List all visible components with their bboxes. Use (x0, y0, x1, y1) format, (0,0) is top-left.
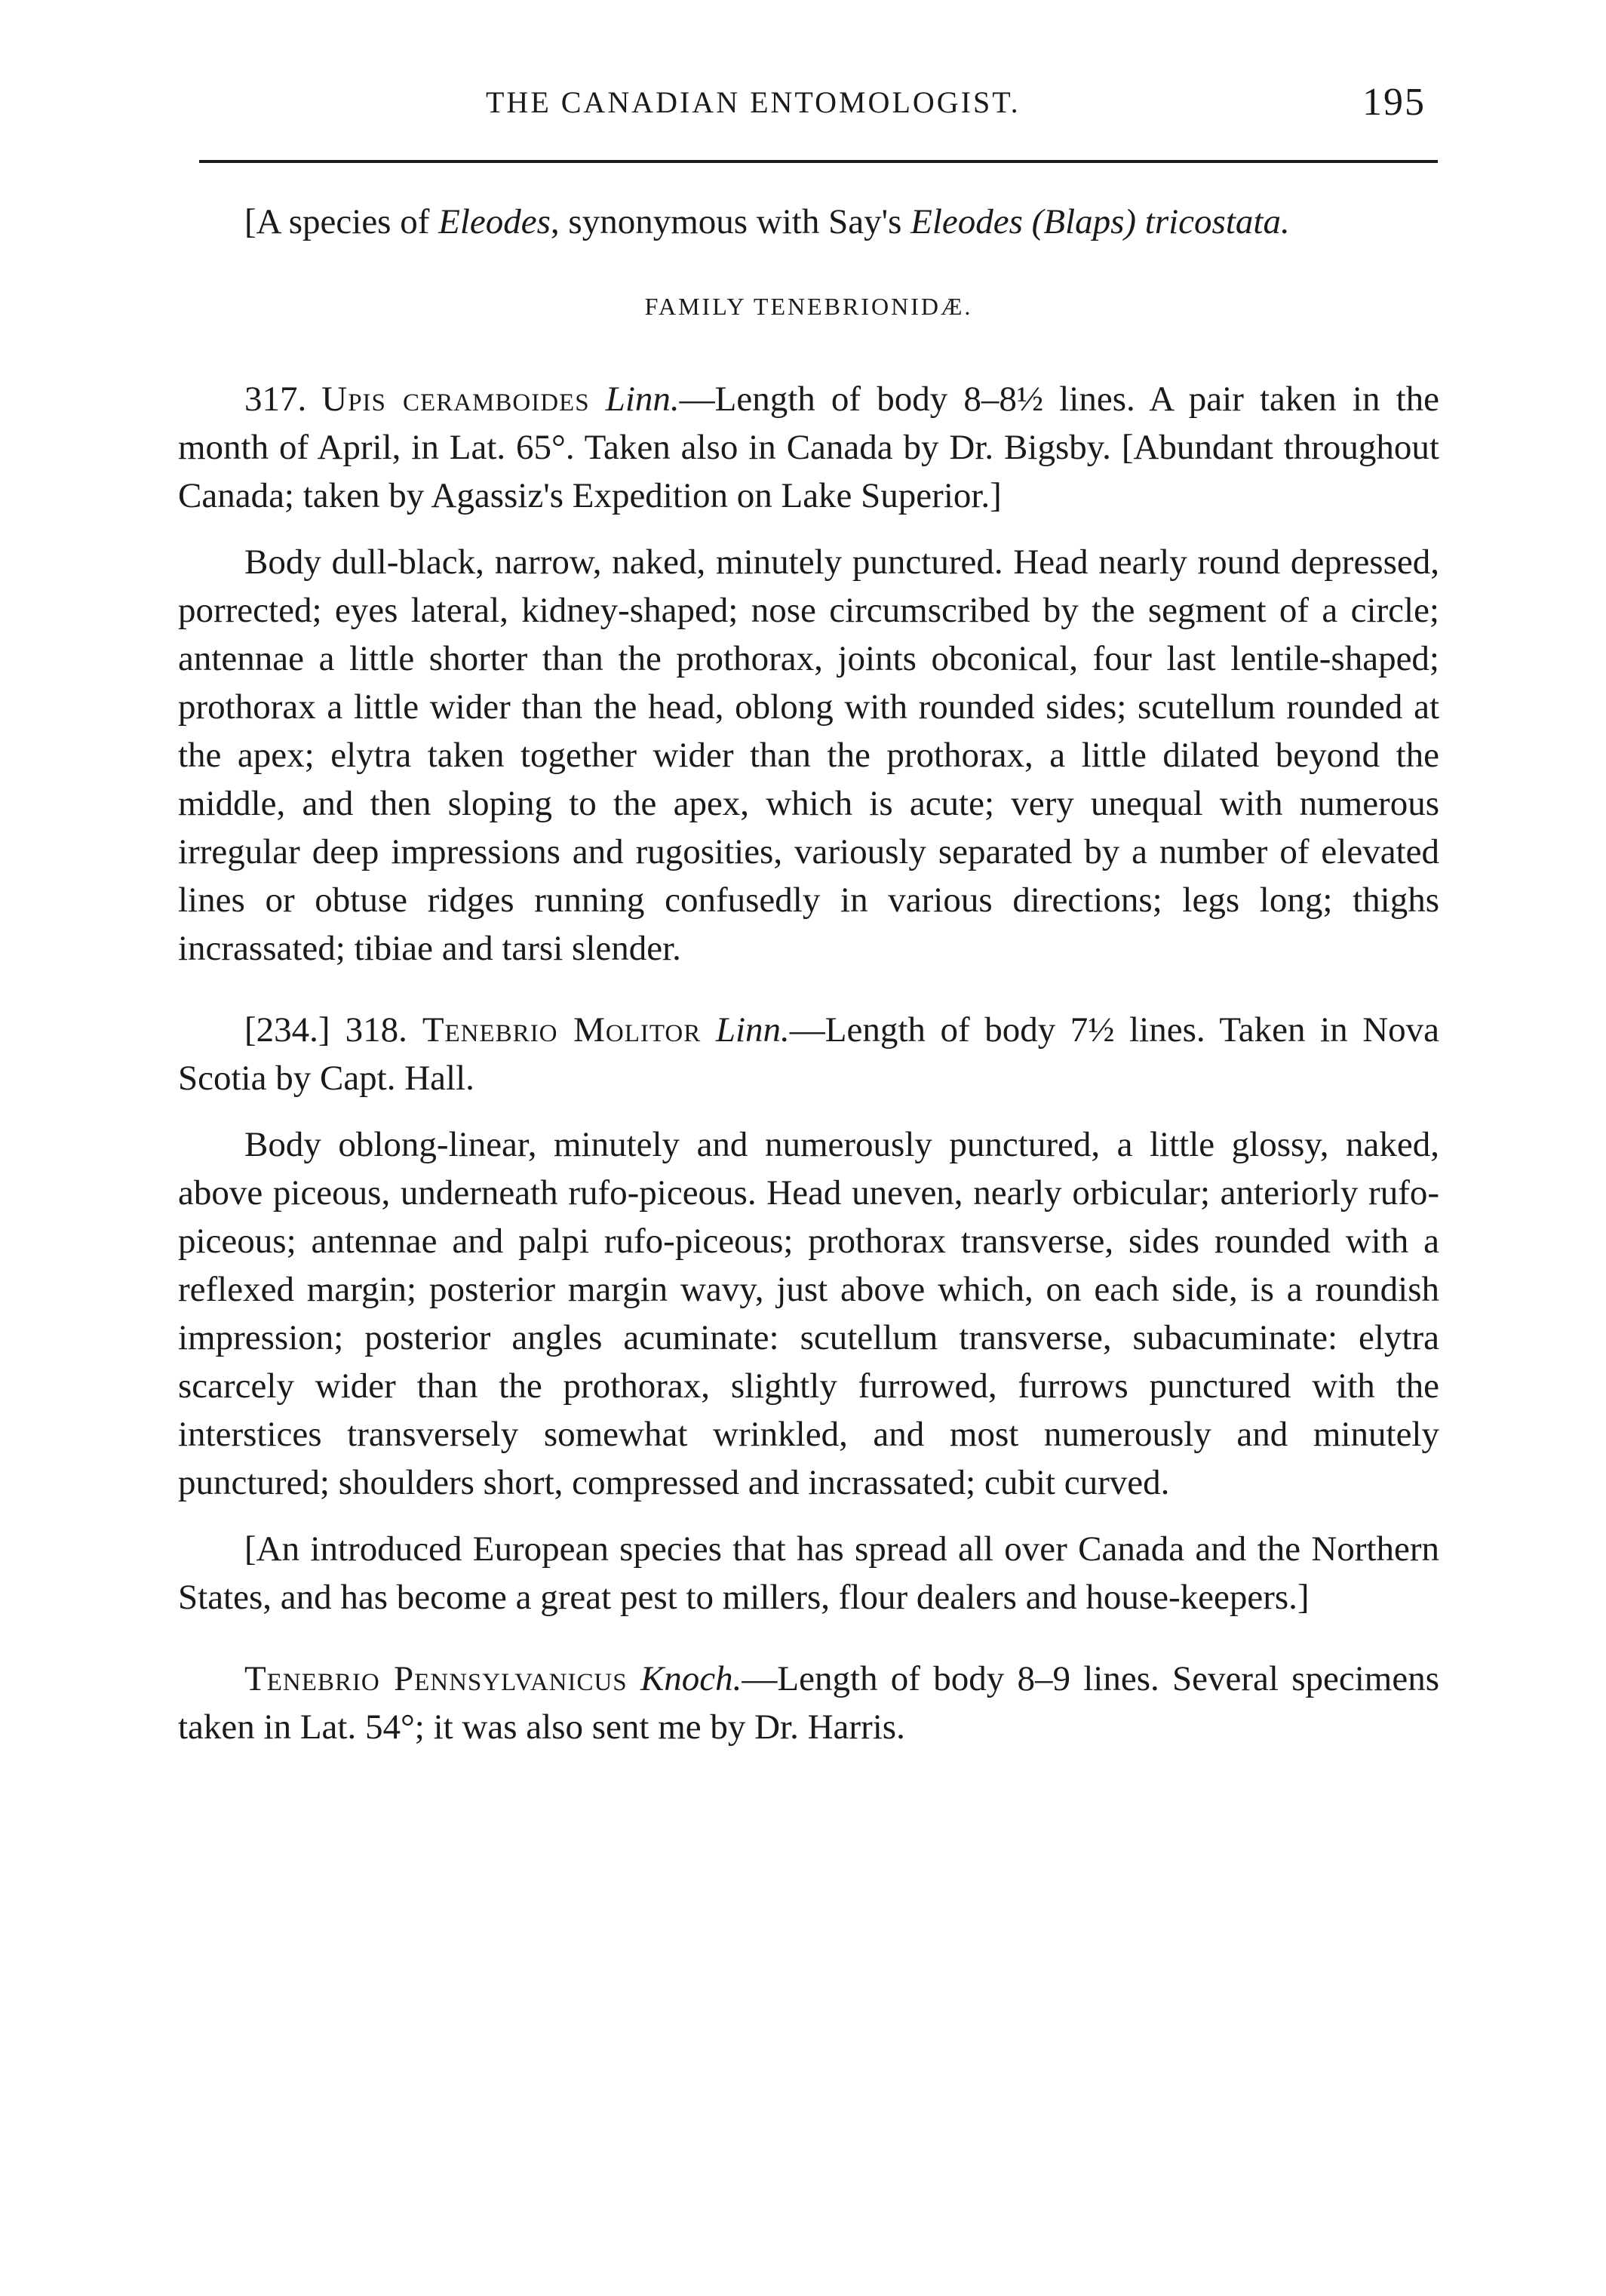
species-author: Linn. (715, 1010, 790, 1050)
entry-description: —Length of body 8–9 lines. Several specimens taken in Lat. 54°; it was also sent me by Dr. Harris. (178, 1659, 1439, 1747)
species-name: Tenebrio Pennsylvanicus (244, 1659, 628, 1698)
running-head (178, 81, 1439, 130)
running-title: THE CANADIAN ENTOMOLOGIST. (486, 85, 1021, 119)
entry-number: 318. (345, 1010, 407, 1050)
intro-open: [A species of (244, 202, 439, 241)
entry-description: —Length of body 8–8½ lines. A pair taken in the month of April, in Lat. 65°. Taken also in Canada by Dr. Bigsby. [Abundant throughout Canada; taken by Agassiz's Expedition on Lake Superior.] (178, 380, 1440, 515)
family-heading: FAMILY TENEBRIONIDÆ. (644, 293, 973, 320)
species-author: Knoch. (640, 1659, 742, 1698)
entry-pennsylvanicus (178, 1655, 1439, 1751)
page-content (178, 198, 1439, 1751)
entry-number: 317. (244, 380, 307, 419)
species-name: Tenebrio Molitor (422, 1010, 702, 1050)
entry-317-body: Body dull-black, narrow, naked, minutely punctured. Head nearly round depressed, porrected; eyes lateral, kidney-shaped; nose circumscribed by the segment of a circle; antennae a little shorter than the prothorax, joints obconical, four last lentile-shaped; prothorax a little wider than the head, oblong with rounded sides; scutellum rounded at the apex; elytra taken together wider than the prothorax, a little dilated beyond the middle, and then sloping to the apex, which is acute; very unequal with numerous irregular deep impressions and rugosities, variously separated by a number of elevated lines or obtuse ridges running confusedly in various directions; legs long; thighs incrassated; tibiae and tarsi slender. (178, 542, 1439, 968)
intro-mid: , synonymous with Say's (550, 202, 911, 241)
intro-note (178, 198, 1439, 246)
header-rule (199, 160, 1438, 163)
entry-318-body: Body oblong-linear, minutely and numerously punctured, a little glossy, naked, above piceous, underneath rufo-piceous. Head uneven, nearly orbicular; anteriorly rufo-piceous; antennae and palpi rufo-piceous; prothorax transverse, sides rounded with a reflexed margin; posterior margin wavy, just above which, on each side, is a roundish impression; posterior angles acuminate: scutellum transverse, subacuminate: elytra scarcely wider than the prothorax, slightly furrowed, furrows punctured with the interstices transversely somewhat wrinkled, and most numerously and minutely punctured; shoulders short, compressed and incrassated; cubit curved. (178, 1125, 1439, 1502)
page-number: 195 (1362, 81, 1426, 124)
entry-description: —Length of body 7½ lines. Taken in Nova Scotia by Capt. Hall. (178, 1010, 1440, 1098)
intro-species: tricostata. (1144, 202, 1290, 241)
entry-318 (178, 1006, 1439, 1102)
species-author: Linn. (605, 380, 680, 419)
intro-genus-2: Eleodes (Blaps) (910, 202, 1137, 241)
intro-genus: Eleodes (438, 202, 551, 241)
entry-ref: [234.] (244, 1010, 330, 1050)
entry-318-note: [An introduced European species that has spread all over Canada and the Northern States, and has become a great pest to millers, flour dealers and house-keepers.] (178, 1529, 1439, 1617)
entry-317 (178, 375, 1439, 520)
species-name: Upis ceramboides (321, 380, 590, 419)
